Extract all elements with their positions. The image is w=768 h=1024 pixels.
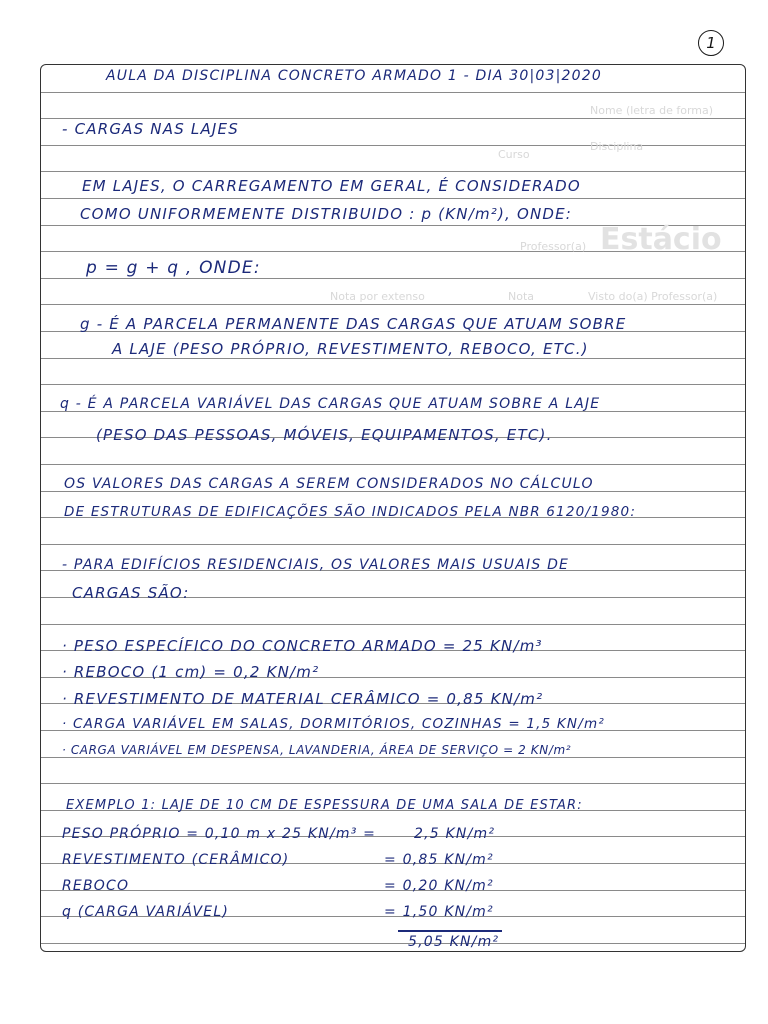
ruled-line [41, 384, 745, 385]
sum-underline [398, 930, 502, 932]
lecture-title: AULA DA DISCIPLINA CONCRETO ARMADO 1 - DIA 30|03|2020 [106, 68, 602, 84]
example-heading: EXEMPLO 1: LAJE DE 10 CM DE ESPESSURA DE UMA SALA DE ESTAR: [66, 798, 583, 813]
text-line: (PESO DAS PESSOAS, MÓVEIS, EQUIPAMENTOS, ETC). [96, 426, 553, 444]
section-heading: - CARGAS NAS LAJES [62, 120, 239, 138]
ruled-line [41, 464, 745, 465]
ruled-line [41, 624, 745, 625]
text-line: q - É A PARCELA VARIÁVEL DAS CARGAS QUE ATUAM SOBRE A LAJE [60, 396, 601, 412]
bleed-through-logo: Estácio [600, 222, 722, 257]
ruled-line [41, 92, 745, 93]
bleed-through-field: Visto do(a) Professor(a) [588, 290, 718, 303]
bullet-item: · PESO ESPECÍFICO DO CONCRETO ARMADO = 25 KN/m³ [62, 637, 543, 655]
ruled-line [41, 171, 745, 172]
formula-line: p = g + q , ONDE: [86, 258, 261, 278]
bullet-item: · REBOCO (1 cm) = 0,2 KN/m² [62, 663, 320, 681]
calc-total: 5,05 KN/m² [408, 934, 500, 950]
bleed-through-field: Nota por extenso [330, 290, 425, 303]
bleed-through-field: Nota [508, 290, 535, 303]
bleed-through-field: Curso [498, 148, 530, 161]
text-line: g - É A PARCELA PERMANENTE DAS CARGAS QUE ATUAM SOBRE [80, 315, 627, 333]
bullet-item: · CARGA VARIÁVEL EM DESPENSA, LAVANDERIA, ÁREA DE SERVIÇO = 2 KN/m² [62, 743, 572, 757]
bleed-through-field: Professor(a) [520, 240, 587, 253]
calc-label: REVESTIMENTO (CERÂMICO) [62, 852, 290, 868]
text-line: A LAJE (PESO PRÓPRIO, REVESTIMENTO, REBOCO, ETC.) [112, 340, 589, 358]
bleed-through-field: Disciplina [590, 140, 644, 153]
ruled-line [41, 118, 745, 119]
calc-label: REBOCO [62, 878, 130, 894]
calc-value: = 0,85 KN/m² [384, 852, 494, 868]
ruled-line [41, 304, 745, 305]
bullet-item: · CARGA VARIÁVEL EM SALAS, DORMITÓRIOS, COZINHAS = 1,5 KN/m² [62, 716, 605, 732]
calc-value: = 1,50 KN/m² [384, 904, 494, 920]
text-line: EM LAJES, O CARREGAMENTO EM GERAL, É CONSIDERADO [82, 177, 581, 195]
text-line: COMO UNIFORMEMENTE DISTRIBUIDO : p (KN/m²), ONDE: [80, 205, 573, 223]
page-number: 1 [698, 30, 724, 56]
ruled-line [41, 544, 745, 545]
calc-label: q (CARGA VARIÁVEL) [62, 904, 229, 920]
calc-label: PESO PRÓPRIO = 0,10 m x 25 KN/m³ = [62, 826, 377, 842]
bleed-through-field: Nome (letra de forma) [590, 104, 714, 117]
text-line: DE ESTRUTURAS DE EDIFICAÇÕES SÃO INDICADOS PELA NBR 6120/1980: [64, 504, 637, 520]
ruled-line [41, 783, 745, 784]
text-line: - PARA EDIFÍCIOS RESIDENCIAIS, OS VALORES MAIS USUAIS DE [62, 557, 570, 573]
calc-value: 2,5 KN/m² [414, 826, 496, 842]
ruled-line [41, 943, 745, 944]
calc-value: = 0,20 KN/m² [384, 878, 494, 894]
text-line: OS VALORES DAS CARGAS A SEREM CONSIDERADOS NO CÁLCULO [64, 476, 594, 492]
text-line: CARGAS SÃO: [72, 584, 190, 602]
bullet-item: · REVESTIMENTO DE MATERIAL CERÂMICO = 0,85 KN/m² [62, 690, 544, 708]
ruled-line [41, 198, 745, 199]
